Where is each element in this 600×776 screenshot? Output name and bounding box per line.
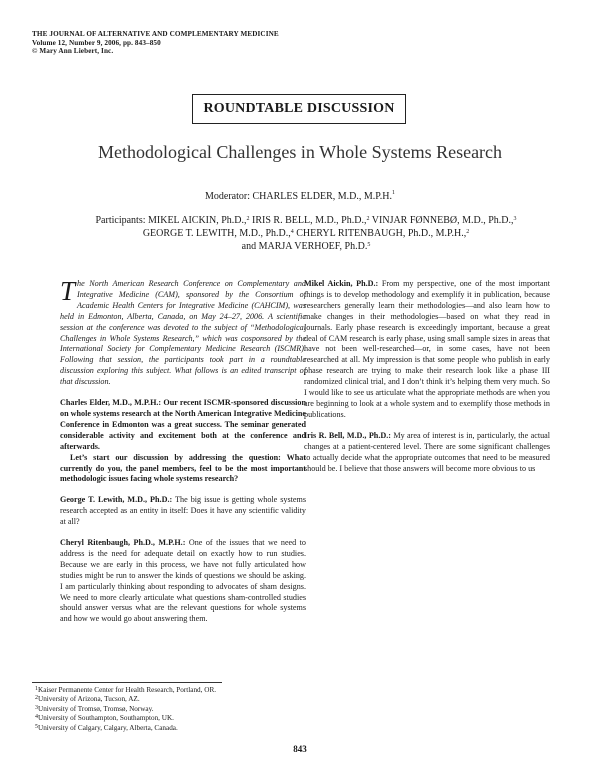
participant-name: IRIS R. BELL, M.D., Ph.D., (252, 215, 367, 226)
page-number: 843 (293, 744, 307, 754)
journal-name: THE JOURNAL OF ALTERNATIVE AND COMPLEMENTARY MEDICINE (32, 30, 279, 38)
footnote-rule (32, 682, 222, 683)
moderator-line (0, 191, 600, 202)
intro-paragraph (60, 276, 306, 388)
participants-prefix: Participants: (95, 215, 148, 226)
footnote: $^3$University of Tromsø, Tromsø, Norway. (35, 704, 154, 713)
journal-header (32, 30, 279, 56)
speaker-name: Mikel Aickin, Ph.D.: (304, 279, 379, 288)
journal-volume: Volume 12, Number 9, 2006, pp. 843–850 (32, 38, 161, 47)
ritenbaugh-response (60, 538, 306, 625)
participant-name: and MARJA VERHOEF, Ph.D. (241, 241, 368, 252)
footnote: $^2$University of Arizona, Tucson, AZ. (35, 695, 140, 704)
moderator-prefix: Moderator: (205, 191, 253, 202)
participant-affiliation: 5 (367, 242, 371, 248)
moderator-name: CHARLES ELDER, M.D., M.P.H. (252, 191, 392, 202)
journal-copyright: © Mary Ann Liebert, Inc. (32, 47, 114, 56)
participant-name: CHERYL RITENBAUGH, Ph.D., M.P.H., (296, 228, 467, 239)
participant-name: VINJAR FØNNEBØ, M.D., Ph.D., (371, 215, 514, 226)
participant-affiliation: 2 (366, 216, 370, 222)
response-text: One of the issues that we need to address is the need for adequate detail on exactly how to run studies. Because we are early in this process, we have not fully articulated how studies might be run to answer the kinds of questions we should be asking. I am particularly thinking about responding to advocates of sham designs. We need to more clearly articulate what questions sham-controlled studies should answer versus what are the relevant questions for whole systems and how we would go about answering them. (60, 538, 306, 624)
speaker-name: George T. Lewith, M.D., Ph.D.: (60, 495, 173, 505)
participants-list (56, 214, 556, 253)
response-text: The big issue is getting whole systems research accepted as an entity in itself: Does it have any scientific validity at all? (60, 495, 306, 527)
moderator-opening: Charles Elder, M.D., M.P.H.: Our recent ISCMR-sponsored discussion on whole systems research at the North American Integrative Medicine Conference in Edmonton was a great success. The seminar generated considerable activity and excitement both at the conference and afterwards. (60, 398, 306, 451)
participant-affiliation: 3 (513, 216, 517, 222)
participant-affiliation: 4 (290, 229, 294, 235)
speaker-name: Iris R. Bell, M.D., Ph.D.: (304, 430, 391, 440)
footnotes (32, 682, 572, 733)
participant-affiliation: 2 (246, 216, 250, 222)
moderator-affiliation: 1 (391, 190, 395, 196)
moderator-question: Let’s start our discussion by addressing the question: What currently do you, the panel members, feel to be the most important methodologic issues facing whole systems research? (60, 452, 306, 484)
lewith-response (60, 495, 306, 528)
aickin-response (304, 279, 550, 421)
footnote: $^1$Kaiser Permanente Center for Health Research, Portland, OR. (35, 686, 217, 694)
response-text: My area of interest is in, particularly, the actual changes at a patient-centered level. There are some significant challenges to actually decide what the appropriate outcomes that need to be measured should be. I believe that those answers will become more obvious to us (304, 430, 550, 473)
bell-response (304, 431, 550, 475)
drop-cap: T (60, 276, 76, 306)
participant-affiliation: 2 (466, 229, 470, 235)
participant-name: MIKEL AICKIN, Ph.D., (148, 215, 247, 226)
article-title: Methodological Challenges in Whole Systems Research (97, 142, 503, 162)
section-label: ROUNDTABLE DISCUSSION (192, 94, 406, 124)
intro-text: he North American Research Conference on Complementary and Integrative Medicine (CAM), sponsored by the Consortium of Academic Health Centers for Integrative Medicine (CAHCIM), was held in Edmonton, Alberta, Canada, on May 24–27, 2006. A scientific session at the conference was devoted to the subject of “Methodological Challenges in Whole Systems Research,” which was cosponsored by the International Society for Complementary Medicine Research (ISCMR). Following that session, the participants took part in a roundtable discussion exploring this subject. What follows is an edited transcript of that discussion. (60, 279, 306, 387)
right-column (304, 279, 550, 484)
participant-name: GEORGE T. LEWITH, M.D., Ph.D., (142, 228, 291, 239)
speaker-name: Cheryl Ritenbaugh, Ph.D., M.P.H.: (60, 538, 186, 548)
footnote: $^4$University of Southampton, Southampton, UK. (35, 714, 174, 723)
left-column (60, 276, 306, 625)
footnote: $^5$University of Calgary, Calgary, Alberta, Canada. (35, 723, 178, 732)
response-text: From my perspective, one of the most important things is to develop methodology and exemplify it in publication, because researchers generally learn their methodologies—and also learn how to make changes in their methodologies—based on what they read in journals. Early phase research is exceedingly important, because a great deal of CAM research is early phase, using small sample sizes in areas that have not been well-researched—or, in some cases, have not been researched at all. My impression is that some people who publish in early phase research are trying to make their research look like a phase III randomized clinical trial, and I don’t think it’s helping them very much. So I would like to see us articulate what the appropriate methods are when you are beginning to look at a whole system and to exemplify those methods in publications. (304, 279, 550, 419)
